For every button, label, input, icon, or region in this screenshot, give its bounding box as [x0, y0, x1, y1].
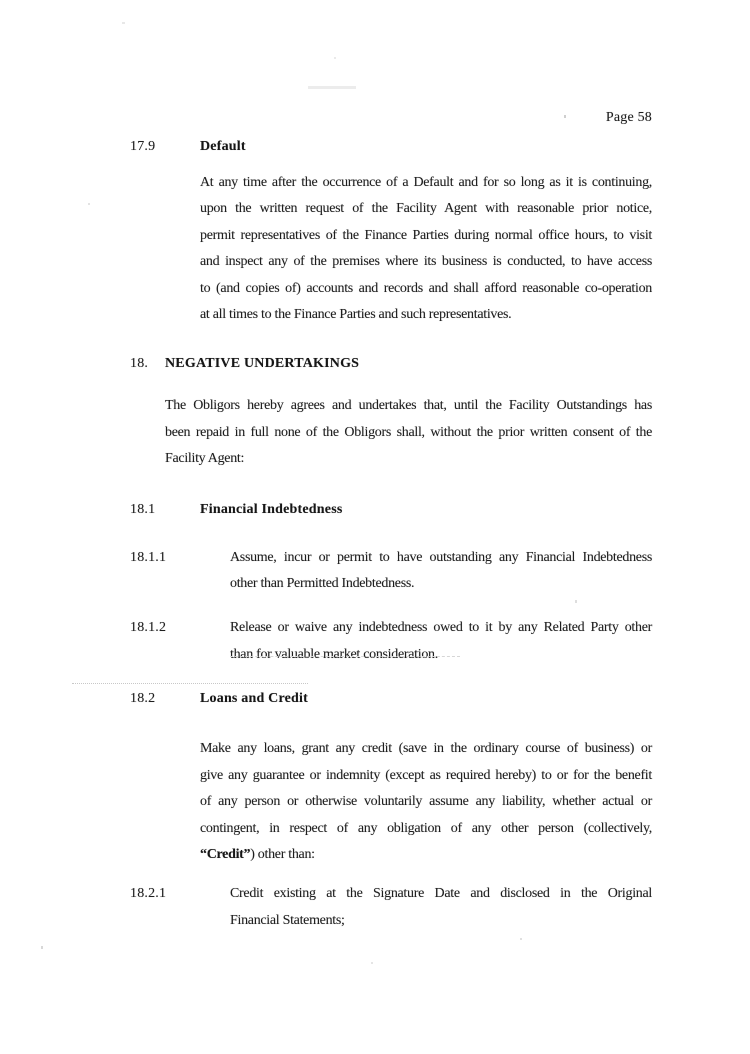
clause-18-1-1: [130, 545, 652, 598]
text-line: other than Permitted Indebtedness.: [230, 576, 415, 592]
clause-number: 18.1.1: [130, 549, 167, 565]
clause-17-9-heading: [130, 136, 652, 158]
clause-title: Loans and Credit: [200, 691, 308, 707]
clause-title: Default: [200, 139, 246, 154]
section-18-heading: [130, 353, 652, 375]
text-line: upon the written request of the Facility Agent with reasonable prior notice,: [200, 201, 652, 217]
text-line: The Obligors hereby agrees and undertakes that, until the Facility Outstandings has: [165, 398, 652, 414]
text-line: Financial Statements;: [230, 912, 345, 928]
text-line: to (and copies of) accounts and records and shall afford reasonable co-operation: [200, 280, 652, 296]
text-line: been repaid in full none of the Obligors shall, without the prior written consent of the: [165, 424, 652, 440]
text-line: and inspect any of the premises where its business is conducted, to have access: [200, 254, 652, 270]
text-line: permit representatives of the Finance Parties during normal office hours, to visit: [200, 227, 652, 243]
clause-18-2-1: [130, 881, 652, 934]
clause-body: [230, 545, 652, 598]
text-line: Credit existing at the Signature Date and disclosed in the Original: [230, 886, 652, 902]
text-line: than for valuable market consideration.: [230, 646, 438, 662]
text-line: give any guarantee or indemnity (except as required hereby) to or for the benefit: [200, 767, 652, 783]
section-18-paragraph: [165, 393, 652, 472]
clause-18-2-heading: [130, 688, 652, 710]
scan-speck: [41, 946, 43, 949]
text-line: at all times to the Finance Parties and such representatives.: [200, 307, 512, 323]
section-title: NEGATIVE UNDERTAKINGS: [165, 356, 360, 372]
text-after-term: ) other than:: [250, 846, 315, 862]
clause-18-1-heading: [130, 499, 652, 521]
clause-body: [230, 615, 652, 668]
defined-term-credit: “Credit”: [200, 846, 251, 862]
text-line: At any time after the occurrence of a Default and for so long as it is continuing,: [200, 175, 652, 190]
clause-number: 18.1.2: [130, 620, 167, 636]
clause-body: [230, 881, 652, 934]
text-line: Facility Agent:: [165, 451, 245, 467]
page-number: Page 58: [605, 110, 652, 125]
clause-18-1-2: [130, 615, 652, 668]
scan-speck: [520, 938, 522, 940]
text-line: contingent, in respect of any obligation of any other person (collectively,: [200, 820, 652, 836]
clause-number: 18.: [130, 356, 149, 372]
text-line: Assume, incur or permit to have outstanding any Financial Indebtedness: [230, 549, 652, 565]
text-line: Make any loans, grant any credit (save in the ordinary course of business) or: [200, 741, 652, 757]
scan-speck: [371, 962, 373, 964]
clause-number: 17.9: [130, 139, 156, 154]
text-line: [200, 842, 652, 868]
clause-number: 18.1: [130, 501, 156, 517]
clause-number: 18.2: [130, 691, 156, 707]
clause-number: 18.2.1: [130, 886, 167, 902]
clause-18-2-paragraph: [200, 736, 652, 868]
text-line: of any person or otherwise voluntarily assume any liability, whether actual or: [200, 794, 652, 810]
text-line: Release or waive any indebtedness owed to it by any Related Party other: [230, 620, 652, 636]
clause-title: Financial Indebtedness: [200, 501, 343, 517]
clause-17-9-paragraph: [200, 170, 652, 328]
